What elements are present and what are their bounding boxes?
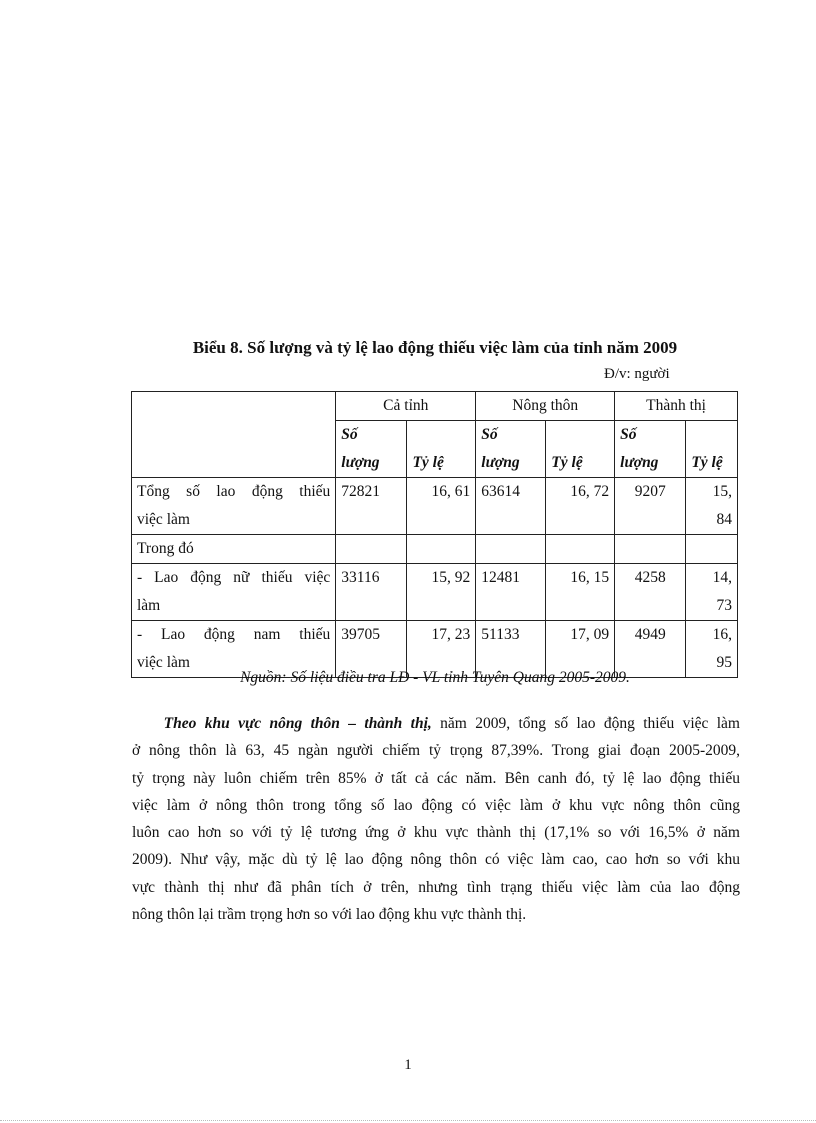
paragraph-line: tỷ trọng này luôn chiếm trên 85% ở tất cả các năm. Bên canh đó, tỷ lệ lao động thiếu	[132, 769, 740, 787]
row-label: Tổng số lao động thiếu việc làm	[132, 478, 336, 535]
cell-value: 39705	[336, 621, 407, 678]
cell-value	[407, 535, 476, 564]
cell-value: 17, 09	[546, 621, 615, 678]
cell-value: 16, 95	[686, 621, 738, 678]
subheader-rate: Tỷ lệ	[546, 421, 615, 478]
cell-value: 12481	[476, 564, 546, 621]
cell-value: 16, 15	[546, 564, 615, 621]
cell-value: 51133	[476, 621, 546, 678]
subheader-rate: Tỷ lệ	[686, 421, 738, 478]
cell-value: 33116	[336, 564, 407, 621]
group-header: Cả tỉnh	[336, 392, 476, 421]
subheader-rate: Tỷ lệ	[407, 421, 476, 478]
subheader-count: Số lượng	[615, 421, 686, 478]
cell-value	[336, 535, 407, 564]
cell-value: 16, 72	[546, 478, 615, 535]
row-label: - Lao động nữ thiếu việc làm	[132, 564, 336, 621]
cell-value: 16, 61	[407, 478, 476, 535]
row-label: - Lao động nam thiếu việc làm	[132, 621, 336, 678]
paragraph-line: 2009). Như vậy, mặc dù tỷ lệ lao động nông thôn có việc làm cao, cao hơn so với khu	[132, 851, 740, 869]
table-title: Biểu 8. Số lượng và tỷ lệ lao động thiếu việc làm của tỉnh năm 2009	[192, 338, 678, 357]
subheader-count: Số lượng	[476, 421, 546, 478]
group-header: Thành thị	[615, 392, 738, 421]
table-row	[132, 535, 738, 564]
unit-note: Đ/v: người	[604, 366, 670, 382]
cell-value: 4258	[615, 564, 686, 621]
paragraph-line: việc làm ở nông thôn trong tổng số lao động có việc làm ở khu vực nông thôn cũng	[132, 796, 740, 814]
page-bottom-rule	[0, 1120, 816, 1121]
paragraph-lead: Theo khu vực nông thôn – thành thị,	[163, 715, 432, 732]
paragraph-line: luôn cao hơn so với tỷ lệ tương ứng ở khu vực thành thị (17,1% so với 16,5% ở năm	[132, 824, 740, 842]
labor-table	[131, 391, 738, 678]
cell-value: 63614	[476, 478, 546, 535]
cell-value: 4949	[615, 621, 686, 678]
subheader-count: Số lượng	[336, 421, 407, 478]
cell-value: 15, 84	[686, 478, 738, 535]
group-header: Nông thôn	[476, 392, 615, 421]
paragraph-line: nông thôn lại trầm trọng hơn so với lao động khu vực thành thị.	[132, 906, 527, 924]
body-paragraph	[132, 710, 740, 928]
paragraph-line: ở nông thôn là 63, 45 ngàn người chiếm tỷ trọng 87,39%. Trong giai đoạn 2005-2009,	[132, 742, 740, 760]
paragraph-line: Theo khu vực nông thôn – thành thị, năm 2009, tổng số lao động thiếu việc làm	[163, 715, 740, 732]
cell-value: 17, 23	[407, 621, 476, 678]
cell-value: 15, 92	[407, 564, 476, 621]
cell-value	[686, 535, 738, 564]
cell-value: 9207	[615, 478, 686, 535]
table-row	[132, 478, 738, 535]
cell-value	[546, 535, 615, 564]
cell-value	[476, 535, 546, 564]
table-corner-cell	[132, 392, 336, 478]
row-label: Trong đó	[132, 535, 336, 564]
cell-value	[615, 535, 686, 564]
cell-value: 14, 73	[686, 564, 738, 621]
table-source: Nguồn: Số liệu điều tra LĐ - VL tỉnh Tuyên Quang 2005-2009.	[240, 669, 630, 686]
table-header-row	[132, 392, 738, 421]
cell-value: 72821	[336, 478, 407, 535]
page-number: 1	[404, 1057, 412, 1073]
table-row	[132, 564, 738, 621]
paragraph-line: vực thành thị như đã phân tích ở trên, nhưng tình trạng thiếu việc làm của lao động	[132, 878, 740, 896]
